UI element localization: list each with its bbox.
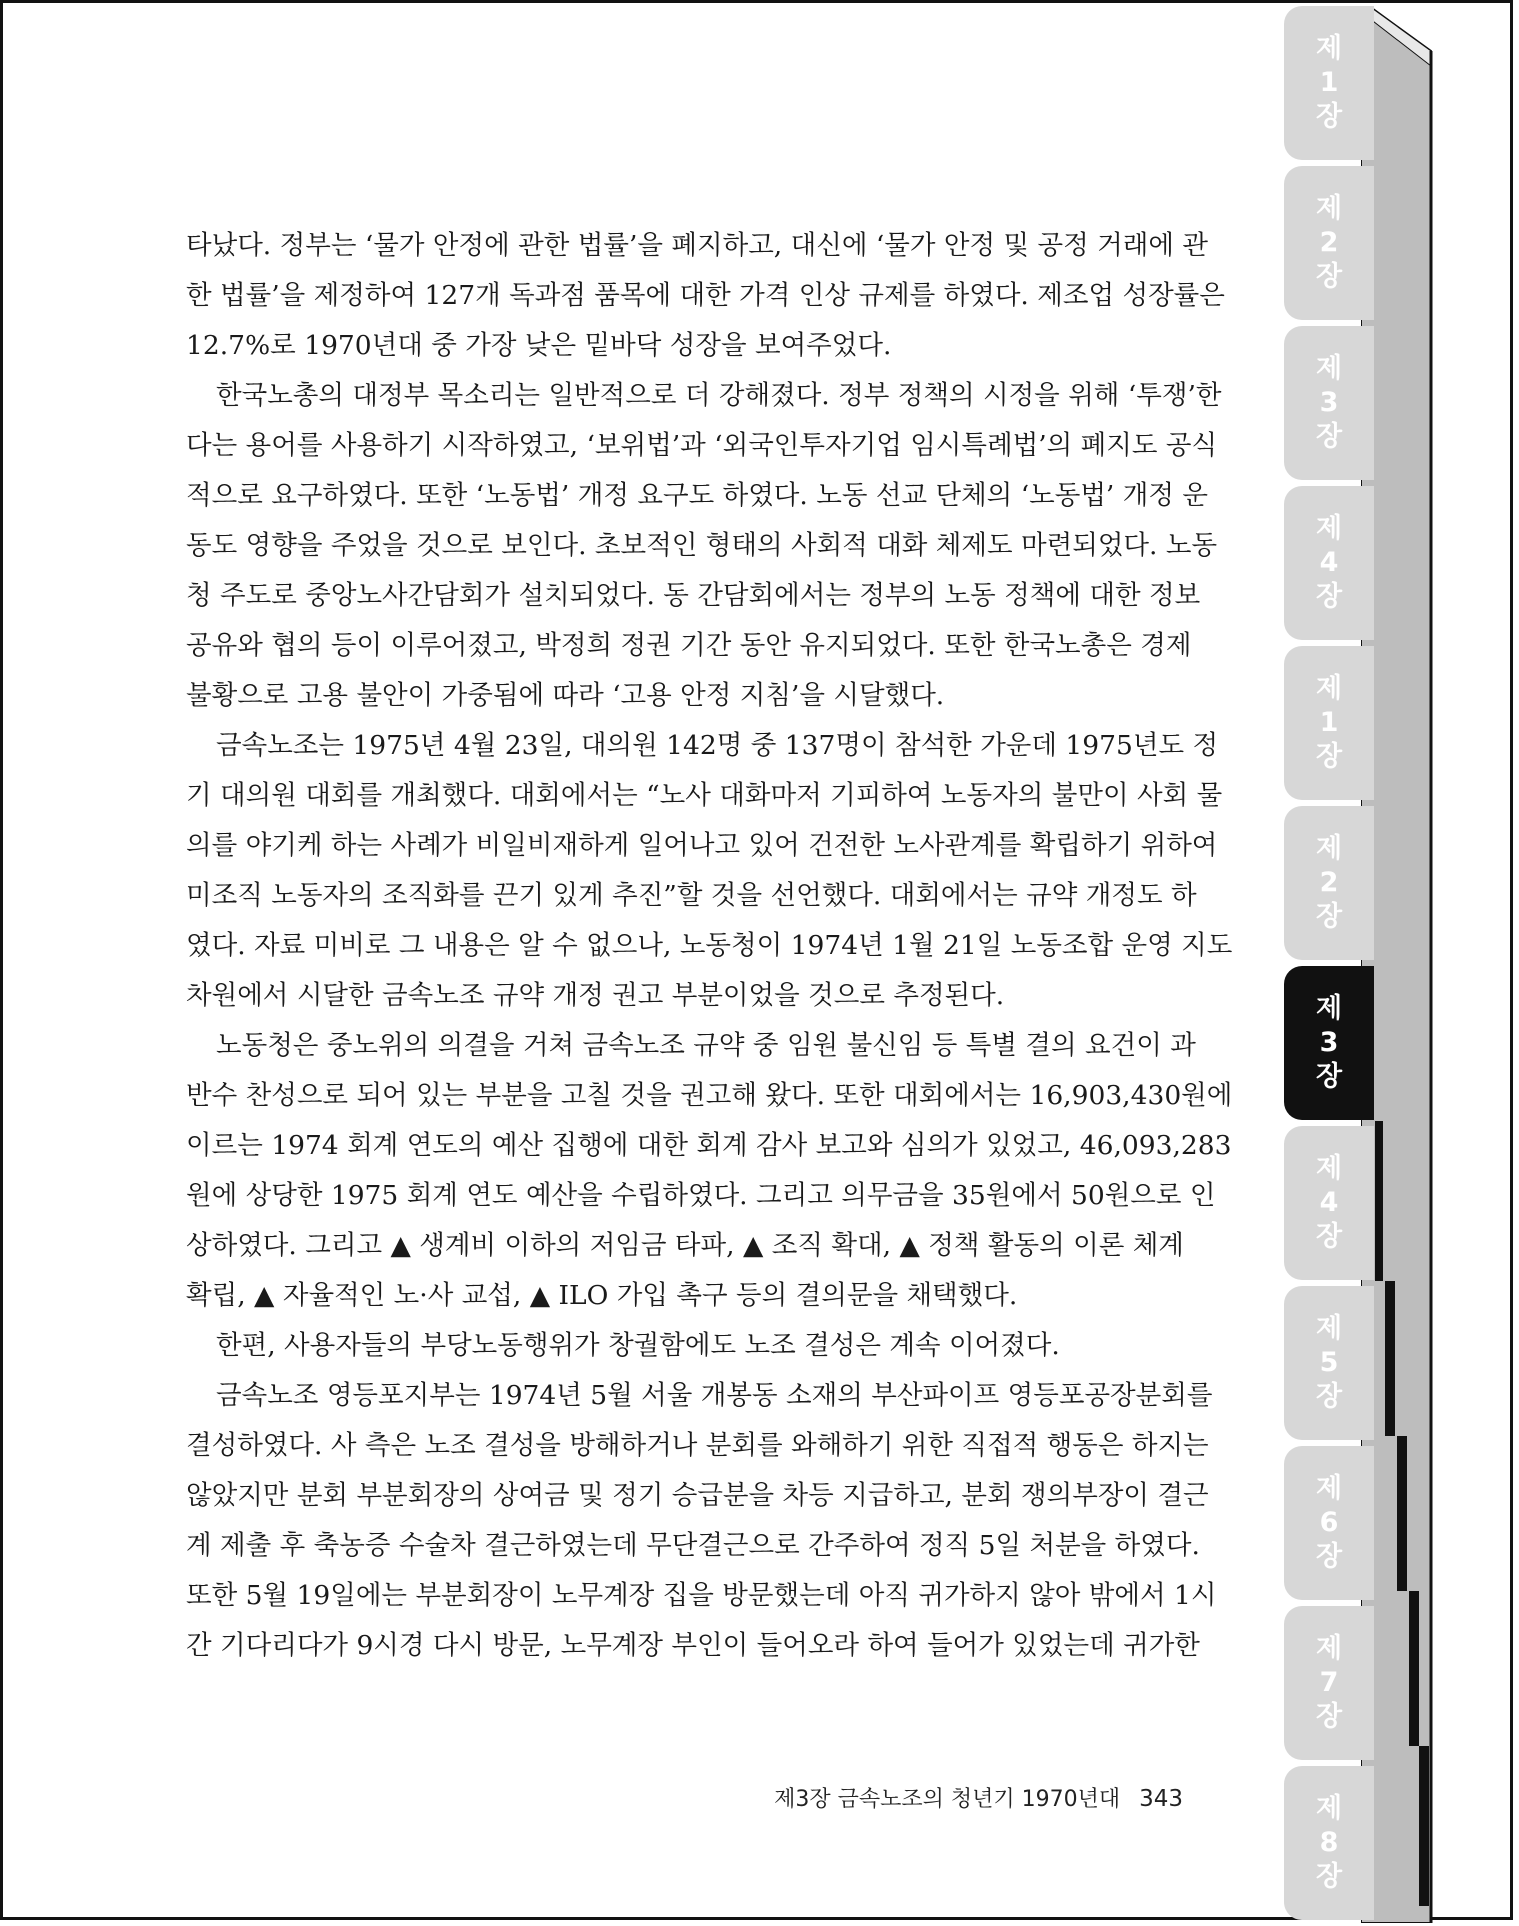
tab-label-part: 장	[1315, 1701, 1343, 1732]
tab-label-part: 제	[1315, 1633, 1343, 1664]
chapter-tab[interactable]	[1284, 326, 1374, 480]
text-line: 노동청은 중노위의 의결을 거쳐 금속노조 규약 중 임원 불신임 등 특별 결의 요건이 과	[216, 1030, 1196, 1061]
edge-mark-4	[1375, 1121, 1383, 1281]
tab-label-part: 제	[1315, 33, 1343, 64]
chapter-tab[interactable]	[1284, 486, 1374, 640]
page-number: 343	[1139, 1786, 1183, 1812]
tab-label-part: 1	[1319, 67, 1339, 98]
text-line: 금속노조 영등포지부는 1974년 5월 서울 개봉동 소재의 부산파이프 영등포공장분회를	[216, 1380, 1213, 1411]
chapter-tab[interactable]	[1284, 1126, 1374, 1280]
chapter-tab[interactable]	[1284, 166, 1374, 320]
edge-mark-8	[1419, 1746, 1429, 1906]
chapter-tab[interactable]	[1284, 1286, 1374, 1440]
running-title: 제3장 금속노조의 청년기 1970년대	[774, 1787, 1121, 1812]
text-line: 미조직 노동자의 조직화를 끈기 있게 추진”할 것을 선언했다. 대회에서는 규약 개정도 하	[186, 880, 1197, 911]
text-line: 기 대의원 대회를 개최했다. 대회에서는 “노사 대화마저 기피하여 노동자의 불만이 사회 물	[186, 780, 1223, 811]
tab-label-part: 7	[1319, 1667, 1339, 1698]
chapter-tab[interactable]	[1284, 6, 1374, 160]
tab-label-part: 2	[1319, 227, 1339, 258]
chapter-tab[interactable]	[1284, 646, 1374, 800]
text-line: 반수 찬성으로 되어 있는 부분을 고칠 것을 권고해 왔다. 또한 대회에서는 16,903,430원에	[186, 1080, 1233, 1111]
text-line: 공유와 협의 등이 이루어졌고, 박정희 정권 기간 동안 유지되었다. 또한 한국노총은 경제	[186, 630, 1192, 661]
edge-mark-7	[1409, 1591, 1419, 1746]
text-line: 상하였다. 그리고 ▲ 생계비 이하의 저임금 타파, ▲ 조직 확대, ▲ 정책 활동의 이론 체계	[186, 1230, 1184, 1261]
tab-label-part: 제	[1315, 673, 1343, 704]
text-line: 였다. 자료 미비로 그 내용은 알 수 없으나, 노동청이 1974년 1월 21일 노동조합 운영 지도	[186, 930, 1233, 961]
tab-label-part: 제	[1315, 1153, 1343, 1184]
text-line: 계 제출 후 축농증 수술차 결근하였는데 무단결근으로 간주하여 정직 5일 처분을 하였다.	[186, 1530, 1200, 1561]
text-line: 한 법률’을 제정하여 127개 독과점 품목에 대한 가격 인상 규제를 하였다. 제조업 성장률은	[186, 280, 1225, 311]
tab-label-part: 제	[1315, 1473, 1343, 1504]
chapter-tab[interactable]	[1284, 1606, 1374, 1760]
tab-label-part: 장	[1315, 1381, 1343, 1412]
text-line: 한편, 사용자들의 부당노동행위가 창궐함에도 노조 결성은 계속 이어졌다.	[216, 1330, 1060, 1361]
tab-label-part: 8	[1319, 1827, 1339, 1858]
text-line: 의를 야기케 하는 사례가 비일비재하게 일어나고 있어 건전한 노사관계를 확립하기 위하여	[186, 830, 1218, 861]
chapter-tab[interactable]	[1284, 806, 1374, 960]
tab-label-part: 제	[1315, 993, 1343, 1024]
tab-label-part: 장	[1315, 1861, 1343, 1892]
tab-label-part: 장	[1315, 581, 1343, 612]
tab-label-part: 5	[1319, 1347, 1339, 1378]
text-line: 이르는 1974 회계 연도의 예산 집행에 대한 회계 감사 보고와 심의가 있었고, 46,093,283	[186, 1130, 1232, 1161]
text-line: 타났다. 정부는 ‘물가 안정에 관한 법률’을 폐지하고, 대신에 ‘물가 안정 및 공정 거래에 관	[186, 230, 1208, 261]
page-footer	[683, 1782, 1183, 1813]
text-line: 간 기다리다가 9시경 다시 방문, 노무계장 부인이 들어오라 하여 들어가 있었는데 귀가한	[186, 1630, 1200, 1661]
tab-label-part: 장	[1315, 1061, 1343, 1092]
tab-label-part: 4	[1319, 1187, 1339, 1218]
tab-label-part: 4	[1319, 547, 1339, 578]
text-line: 한국노총의 대정부 목소리는 일반적으로 더 강해졌다. 정부 정책의 시정을 위해 ‘투쟁’한	[216, 380, 1222, 411]
tab-label-part: 장	[1315, 1541, 1343, 1572]
text-line: 금속노조는 1975년 4월 23일, 대의원 142명 중 137명이 참석한 가운데 1975년도 정	[216, 730, 1219, 761]
chapter-tab-active[interactable]	[1284, 966, 1374, 1120]
text-line: 확립, ▲ 자율적인 노·사 교섭, ▲ ILO 가입 촉구 등의 결의문을 채택했다.	[186, 1280, 1018, 1311]
chapter-tab[interactable]	[1284, 1446, 1374, 1600]
tab-label-part: 장	[1315, 741, 1343, 772]
tab-label-part: 제	[1315, 353, 1343, 384]
tab-label-part: 2	[1319, 867, 1339, 898]
tab-label-part: 3	[1319, 1027, 1339, 1058]
tab-label-part: 장	[1315, 101, 1343, 132]
text-line: 동도 영향을 주었을 것으로 보인다. 초보적인 형태의 사회적 대화 체제도 마련되었다. 노동	[186, 530, 1218, 561]
text-line: 청 주도로 중앙노사간담회가 설치되었다. 동 간담회에서는 정부의 노동 정책에 대한 정보	[186, 580, 1201, 611]
text-line: 적으로 요구하였다. 또한 ‘노동법’ 개정 요구도 하였다. 노동 선교 단체의 ‘노동법’ 개정 운	[186, 480, 1208, 511]
text-line: 또한 5월 19일에는 부분회장이 노무계장 집을 방문했는데 아직 귀가하지 않아 밖에서 1시	[186, 1580, 1217, 1611]
tab-label-part: 3	[1319, 387, 1339, 418]
tab-label-part: 장	[1315, 421, 1343, 452]
edge-mark-5	[1385, 1281, 1395, 1436]
chapter-tab[interactable]	[1284, 1766, 1374, 1920]
tab-label-part: 장	[1315, 261, 1343, 292]
tab-label-part: 장	[1315, 1221, 1343, 1252]
edge-mark-6	[1397, 1436, 1407, 1591]
text-line: 다는 용어를 사용하기 시작하였고, ‘보위법’과 ‘외국인투자기업 임시특례법’의 폐지도 공식	[186, 430, 1218, 461]
body-text	[186, 221, 1233, 1671]
text-line: 차원에서 시달한 금속노조 규약 개정 권고 부분이었을 것으로 추정된다.	[186, 980, 1005, 1011]
tab-label-part: 제	[1315, 1313, 1343, 1344]
text-line: 12.7%로 1970년대 중 가장 낮은 밑바닥 성장을 보여주었다.	[186, 330, 892, 361]
tab-label-part: 제	[1315, 193, 1343, 224]
tab-label-part: 제	[1315, 833, 1343, 864]
text-line: 결성하였다. 사 측은 노조 결성을 방해하거나 분회를 와해하기 위한 직접적 행동은 하지는	[186, 1430, 1209, 1461]
text-line: 않았지만 분회 부분회장의 상여금 및 정기 승급분을 차등 지급하고, 분회 쟁의부장이 결근	[186, 1480, 1209, 1511]
tab-label-part: 1	[1319, 707, 1339, 738]
tab-label-part: 제	[1315, 1793, 1343, 1824]
text-line: 불황으로 고용 불안이 가중됨에 따라 ‘고용 안정 지침’을 시달했다.	[186, 680, 945, 711]
tab-label-part: 제	[1315, 513, 1343, 544]
text-line: 원에 상당한 1975 회계 연도 예산을 수립하였다. 그리고 의무금을 35원에서 50원으로 인	[186, 1180, 1216, 1211]
tab-label-part: 장	[1315, 901, 1343, 932]
tab-label-part: 6	[1319, 1507, 1339, 1538]
